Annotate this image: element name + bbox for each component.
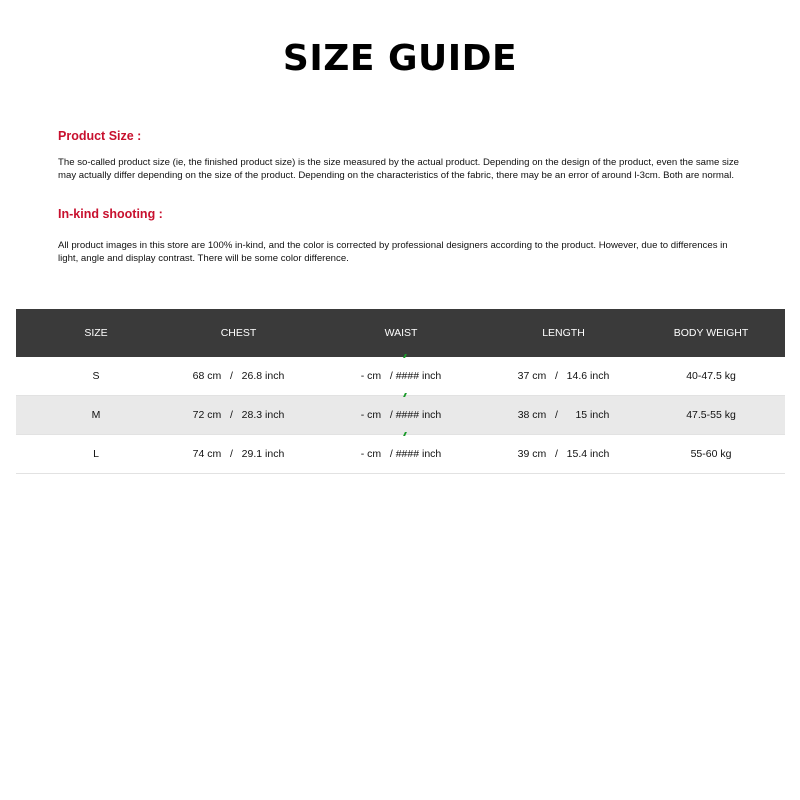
cell-body-weight: 55-60 kg <box>690 448 732 460</box>
header-size: SIZE <box>84 327 108 339</box>
cell-length: 38 cm / 15 inch <box>517 409 610 421</box>
cell-body-weight: 40-47.5 kg <box>686 370 736 382</box>
size-table <box>16 309 785 474</box>
cell-chest: 74 cm / 29.1 inch <box>192 448 285 460</box>
table-header-row <box>16 309 785 357</box>
cell-waist: - cm / #### inch <box>360 409 442 421</box>
cell-length: 39 cm / 15.4 inch <box>517 448 610 460</box>
cell-chest: 68 cm / 26.8 inch <box>192 370 285 382</box>
in-kind-text: All product images in this store are 100% in-kind, and the color is corrected by professional designers according to the product. However, due to differences in light, angle and display contrast. There will be some color difference. <box>58 240 728 264</box>
header-chest: CHEST <box>220 327 257 339</box>
header-body-weight: BODY WEIGHT <box>673 327 749 339</box>
product-size-heading: Product Size : <box>58 129 142 143</box>
cell-waist: - cm / #### inch <box>360 448 442 460</box>
cell-length: 37 cm / 14.6 inch <box>517 370 610 382</box>
header-length: LENGTH <box>542 327 585 339</box>
page-title: SIZE GUIDE <box>282 38 518 79</box>
table-row <box>16 396 785 435</box>
cell-waist: - cm / #### inch <box>360 370 442 382</box>
cell-chest: 72 cm / 28.3 inch <box>192 409 285 421</box>
product-size-text: The so-called product size (ie, the finished product size) is the size measured by the actual product. Depending on the design of the product, even the same size may actually differ depending on the size of the product. Depending on the characteristics of the fabric, there may be an error of around l-3cm. Both are normal. <box>58 157 740 181</box>
cell-size: L <box>93 448 99 460</box>
table-row <box>16 435 785 474</box>
in-kind-heading: In-kind shooting : <box>58 207 163 221</box>
cell-size: M <box>91 409 101 421</box>
header-waist: WAIST <box>384 327 418 339</box>
cell-size: S <box>92 370 100 382</box>
table-row <box>16 357 785 396</box>
cell-body-weight: 47.5-55 kg <box>686 409 736 421</box>
